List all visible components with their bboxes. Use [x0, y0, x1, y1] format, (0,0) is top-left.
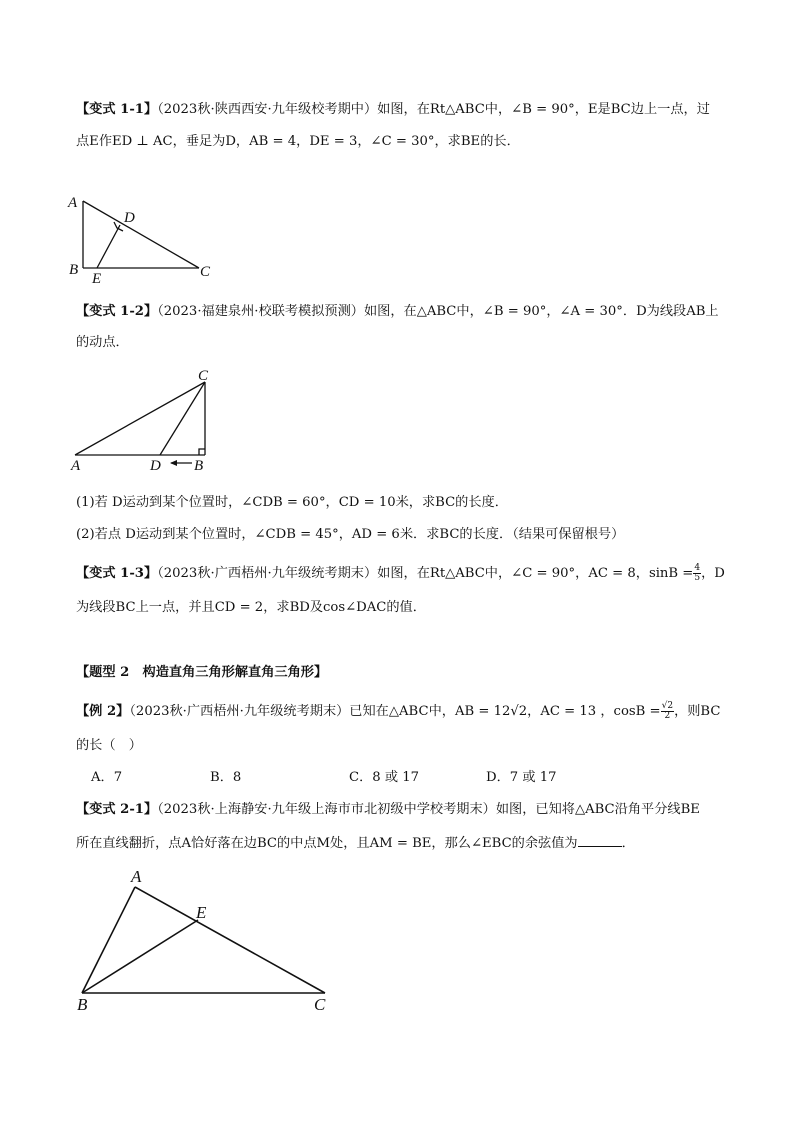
figure-3-label-a: A — [131, 867, 142, 886]
variant-1-3-text-2: 为线段BC上一点，并且CD = 2，求BD及cos∠DAC的值． — [76, 600, 426, 615]
variant-1-3-tag: 【变式 1-3】 — [76, 566, 158, 581]
variant-1-2-text-2: 的动点． — [76, 335, 129, 350]
variant-1-2-tag: 【变式 1-2】 — [76, 304, 158, 319]
example-2-option-b: B．8 — [210, 770, 242, 785]
example-2-line-1 — [76, 702, 720, 721]
example-2-fraction — [661, 702, 674, 721]
example-2-tag: 【例 2】 — [76, 704, 130, 719]
section-2-heading: 【题型 2 构造直角三角形解直角三角形】 — [76, 665, 328, 680]
variant-2-1-tag: 【变式 2-1】 — [76, 802, 158, 817]
variant-2-1-line-2 — [76, 834, 635, 853]
example-2-text-1a: （2023秋·广西梧州·九年级统考期末）已知在△ABC中，AB = 12√2，AC = 13 ，cosB = — [129, 704, 661, 719]
variant-1-3-line-1 — [76, 564, 725, 583]
variant-1-3-fraction — [693, 564, 701, 583]
example-2-option-a: A．7 — [91, 770, 123, 785]
variant-1-3-text-1a: （2023秋·广西梧州·九年级统考期末）如图，在Rt△ABC中，∠C = 90°，AC = 8，sinB = — [157, 566, 694, 581]
fraction-numerator: 4 — [694, 563, 701, 573]
variant-2-1-text-2b: ． — [621, 836, 635, 851]
example-2-line-2 — [76, 737, 142, 755]
figure-2-label-c: C — [198, 368, 209, 384]
variant-1-1-tag: 【变式 1-1】 — [76, 102, 158, 117]
example-2-text-1b: ，则BC — [674, 704, 721, 719]
figure-3-label-c: C — [314, 995, 326, 1014]
figure-1-label-b: B — [69, 262, 79, 278]
fraction-denominator: 2 — [664, 711, 671, 721]
variant-1-2-question-2: (2)若点 D运动到某个位置时，∠CDB = 45°，AD = 6米．求BC的长度．（结果可保留根号） — [76, 527, 625, 542]
figure-1-label-c: C — [200, 264, 211, 280]
fraction-denominator: 5 — [694, 573, 701, 583]
figure-2-label-d: D — [150, 458, 161, 474]
figure-1-label-d: D — [124, 210, 135, 226]
fraction-numerator: √2 — [661, 701, 674, 711]
variant-1-2-text-1: （2023·福建泉州·校联考模拟预测）如图，在△ABC中，∠B = 90°，∠A = 30°．D为线段AB上 — [157, 304, 719, 319]
variant-1-3-text-1b: ，D — [701, 566, 725, 581]
variant-2-1-line-1 — [76, 801, 700, 819]
figure-2-label-a: A — [71, 458, 81, 474]
variant-2-1-text-1: （2023秋·上海静安·九年级上海市市北初级中学校考期末）如图，已知将△ABC沿角平分线BE — [157, 802, 700, 817]
example-2-text-2: 的长（ ） — [76, 738, 142, 753]
variant-1-2-line-2 — [76, 334, 129, 352]
figure-2-label-b: B — [194, 458, 204, 474]
answer-blank[interactable] — [578, 834, 622, 847]
variant-1-1-text-2: 点E作ED ⊥ AC，垂足为D，AB = 4，DE = 3，∠C = 30°，求BE的长． — [76, 134, 520, 149]
figure-3-label-b: B — [77, 995, 88, 1014]
figure-1-label-e: E — [92, 271, 102, 287]
variant-2-1-text-2a: 所在直线翻折，点A恰好落在边BC的中点M处，且AM = BE，那么∠EBC的余弦值为 — [76, 836, 578, 851]
figure-1-label-a: A — [68, 195, 78, 211]
variant-1-2-question-1: (1)若 D运动到某个位置时，∠CDB = 60°，CD = 10米，求BC的长度． — [76, 495, 508, 510]
example-2-option-c: C．8 或 17 — [349, 770, 420, 785]
example-2-option-d: D．7 或 17 — [486, 770, 557, 785]
variant-1-2-line-1 — [76, 303, 719, 321]
variant-1-1-text-1: （2023秋·陕西西安·九年级校考期中）如图，在Rt△ABC中，∠B = 90°，E是BC边上一点，过 — [157, 102, 710, 117]
figure-3-label-e: E — [196, 903, 207, 922]
variant-1-3-line-2 — [76, 599, 426, 617]
